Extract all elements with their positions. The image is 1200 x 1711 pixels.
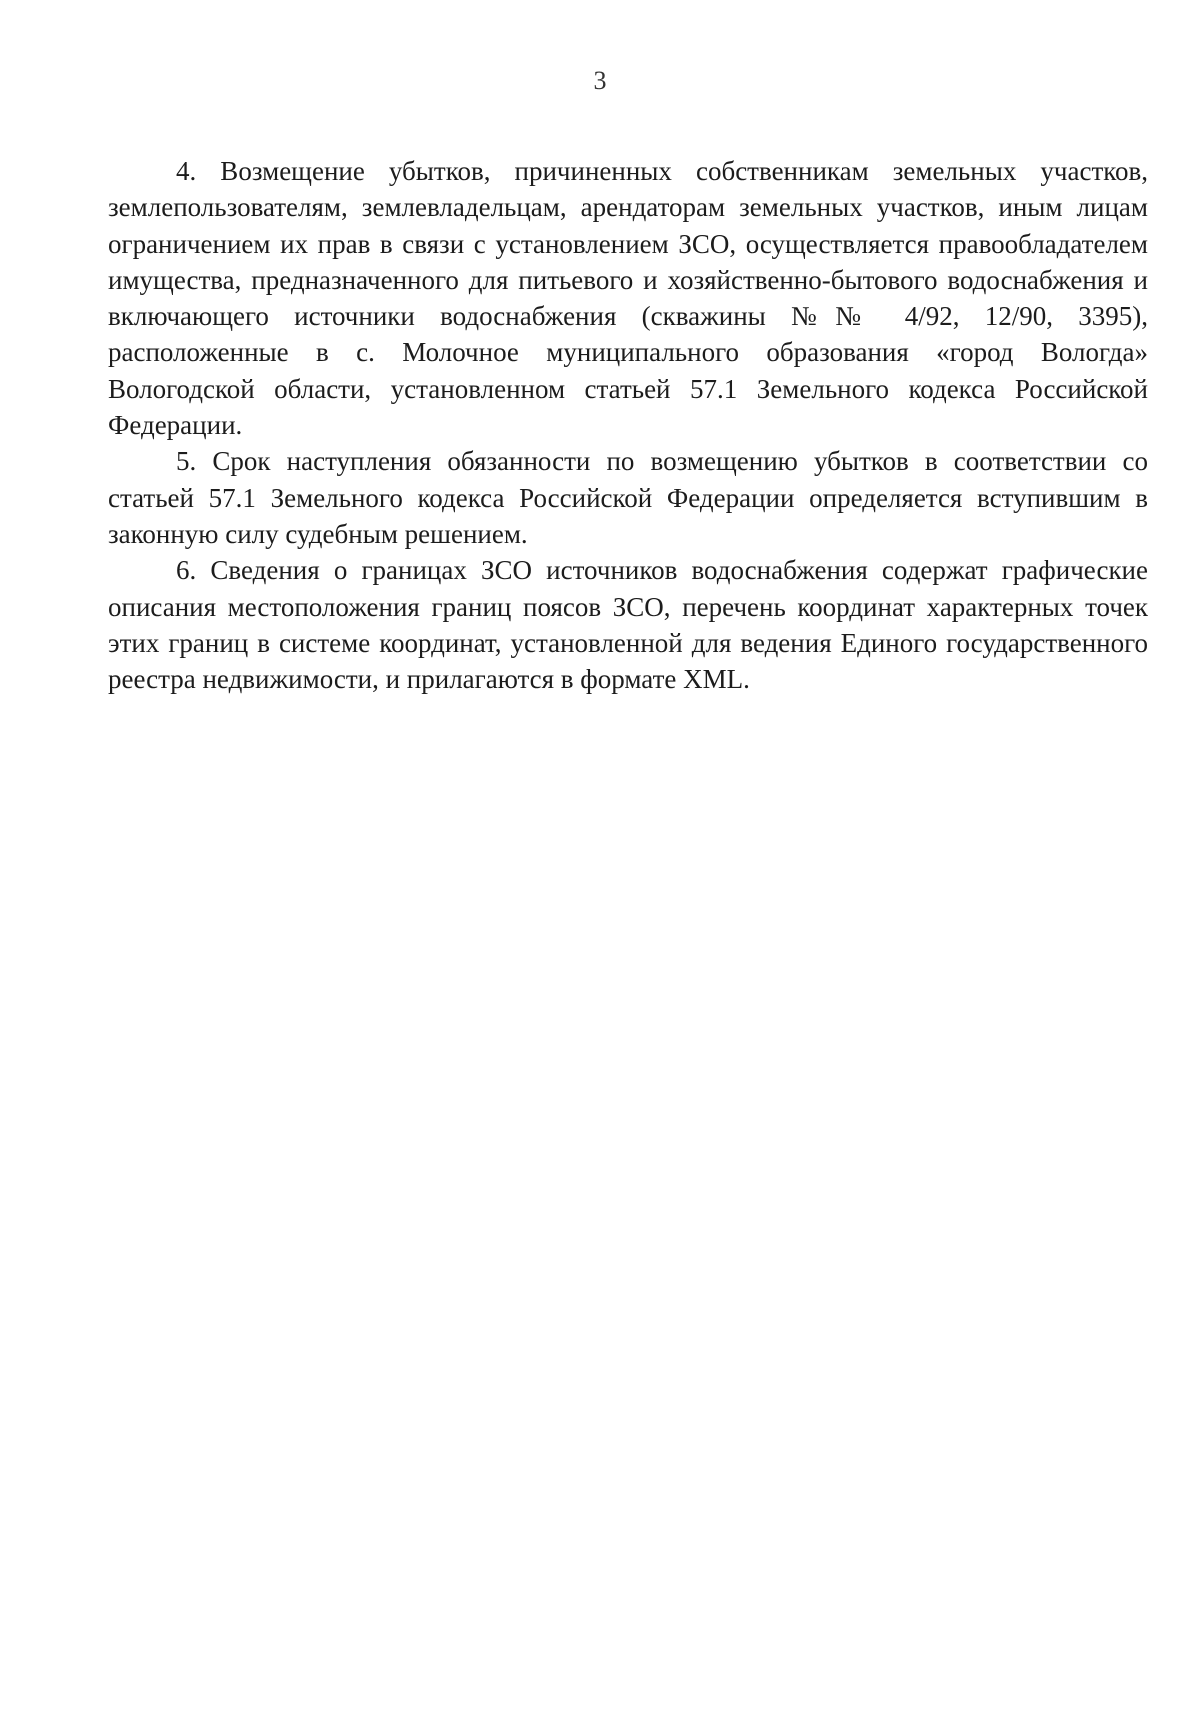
- paragraph-5-deadline: 5. Срок наступления обязанности по возмещению убытков в соответствии со статьей 57.1 Земельного кодекса Российской Федерации определяется вступившим в законную силу судебным решением.: [108, 446, 1148, 549]
- paragraph-4-compensation: 4. Возмещение убытков, причиненных собственникам земельных участков, землепользователям, землевладельцам, арендаторам земельных участков, иным лицам ограничением их прав в связи с установлением ЗСО, осуществляется правообладателем имущества, предназначенного для питьевого и хозяйственно-бытового водоснабжения и включающего источники водоснабжения (скважины №№ 4/92, 12/90, 3395), расположенные в с. Молочное муниципального образования «город Вологда» Вологодской области, установленном статьей 57.1 Земельного кодекса Российской Федерации.: [108, 156, 1148, 441]
- document-body: [108, 153, 1148, 697]
- page-number: 3: [593, 66, 607, 95]
- paragraph-6-boundaries: 6. Сведения о границах ЗСО источников водоснабжения содержат графические описания местоположения границ поясов ЗСО, перечень координат характерных точек этих границ в системе координат, установленной для ведения Единого государственного реестра недвижимости, и прилагаются в формате XML.: [108, 555, 1148, 695]
